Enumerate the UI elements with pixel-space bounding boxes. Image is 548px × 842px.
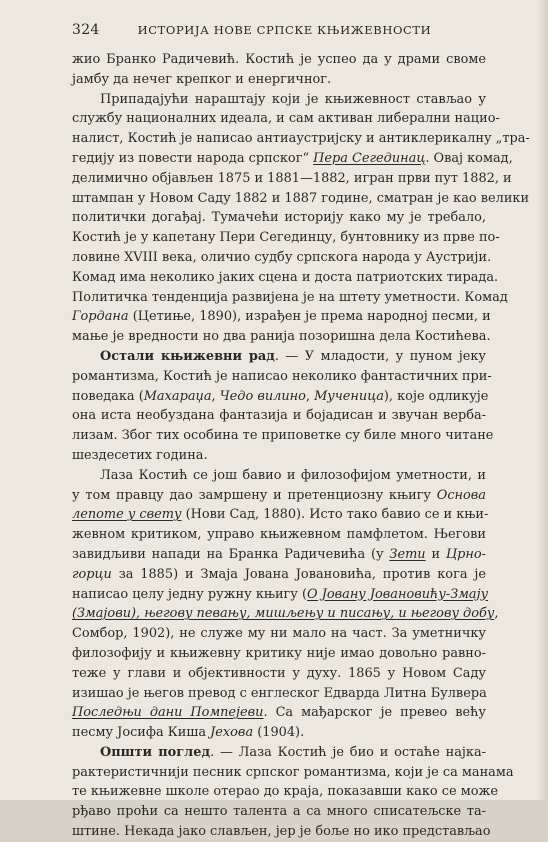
title-crnogorac-cont: горци <box>72 566 112 582</box>
text-line: рђаво проћи са нешто талента а са много списатељске та- <box>72 804 486 820</box>
text-fragment: гедију из повести народа српског“ <box>72 150 314 166</box>
text-line <box>72 387 489 407</box>
text-line <box>72 585 489 605</box>
text-line: лизам. Због тих особина те приповетке су биле много читане <box>72 428 494 444</box>
title-osnova-lepote-cont: лепоте у свету <box>72 507 182 523</box>
title-o-jovanu: О Јовану Јовановићу-Змају <box>307 586 489 602</box>
running-head <box>72 22 486 38</box>
text-fragment: . Са мађарског је превео већу <box>263 705 486 721</box>
text-fragment: ), које одликује <box>383 388 489 404</box>
title-mucenica: Мученица <box>314 388 384 404</box>
text-line: ловине XVIII века, оличио судбу српскога народа у Аустрији. <box>72 249 492 265</box>
text-fragment: у том правцу дао замршену и претенциозну књигу <box>72 487 437 503</box>
text-fragment: написао целу једну ружну књигу ( <box>72 586 308 602</box>
text-line: јамбу да нечег крепког и енергичног. <box>72 71 332 87</box>
text-line: Комад има неколико јаких сцена и доста патриотских тирада. <box>72 269 499 285</box>
paragraph-2 <box>72 90 530 347</box>
text-fragment: (1904). <box>253 725 305 741</box>
text-fragment: и <box>425 546 446 562</box>
text-line: филозофију и књижевну критику није имао довољно равно- <box>72 645 486 661</box>
text-fragment: , <box>211 388 220 404</box>
text-line <box>72 604 499 624</box>
text-fragment: завидљиви напади на Бранка Радичевића (у <box>72 546 390 562</box>
title-pera-segedinac: Пера Сегединац <box>313 150 426 166</box>
text-fragment: поведака ( <box>72 388 144 404</box>
text-line <box>72 307 491 327</box>
text-line <box>72 723 486 743</box>
text-line <box>72 743 486 763</box>
text-line: Лаза Костић се још бавио и филозофијом уметности, и <box>100 467 486 483</box>
title-crnogorac: Црно- <box>445 546 486 562</box>
text-line: мање је вредности но два ранија позоришна дела Костићева. <box>72 329 491 345</box>
text-line <box>72 565 486 585</box>
text-fragment: (Нови Сад, 1880). Исто тако бавио се и књи- <box>181 507 489 523</box>
paragraph-1 <box>72 50 486 90</box>
text-line <box>72 347 486 367</box>
text-line: жевном критиком, управо књижевном памфлетом. Његови <box>72 527 486 543</box>
title-jehova: Јехова <box>210 725 254 741</box>
title-o-jovanu-cont: (Змајови), његову певању, мишљењу и писању, и његову добу <box>72 606 495 622</box>
text-line: романтизма, Костић је написао неколико фантастичних при- <box>72 368 492 384</box>
text-line <box>72 545 486 565</box>
text-line: изишао је његов превод с енглеског Едварда Литна Булвера <box>72 685 487 701</box>
text-fragment: , <box>494 606 499 622</box>
text-line: Припадајући нараштају који је књижевност стављао у <box>100 91 486 107</box>
section-heading-general-view: Општи поглед <box>100 744 211 760</box>
text-line: Сомбор, 1902), не служе му ни мало на част. За уметничку <box>72 626 486 642</box>
text-line: те књижевне школе отерао до краја, показавши како се може <box>72 784 498 800</box>
text-fragment: , <box>305 388 315 404</box>
text-line: она иста необуздана фантазија и бојадисан и звучан верба- <box>72 408 486 424</box>
text-fragment: (Цетиње, 1890), израђен је према народној песми, и <box>128 309 491 325</box>
title-poslednji-dani: Последњи дани Помпејеви <box>72 705 264 721</box>
title-zeta: Зети <box>389 546 426 562</box>
text-line <box>72 149 513 169</box>
text-line: шездесетих година. <box>72 447 208 463</box>
text-line: Политичка тенденција развијена је на штету уметности. Комад <box>72 289 508 305</box>
text-line: делимично објављен 1875 и 1881—1882, игран први пут 1882, и <box>72 170 512 186</box>
text-line: рактеристичнији песник српског романтизма, који је са манама <box>72 764 514 780</box>
text-line <box>72 486 486 506</box>
title-maharadza: Махараџа <box>143 388 212 404</box>
text-fragment: . — У младости, у пуном јеку <box>274 348 486 364</box>
title-osnova-lepote: Основа <box>436 487 486 503</box>
text-line <box>72 703 486 723</box>
text-fragment: . Овај комад, <box>425 150 513 166</box>
text-line: теже у глави и објективности у духу. 1865 у Новом Саду <box>72 665 486 681</box>
text-line: штине. Некада јако слављен, јер је боље но ико представљао <box>72 824 491 840</box>
page-number: 324 <box>72 22 100 38</box>
paragraph-4 <box>72 466 499 743</box>
text-line: политички догађај. Тумачећи историју како му је требало, <box>72 210 486 226</box>
running-head-title: ИСТОРИЈА НОВЕ СРПСКЕ КЊИЖЕВНОСТИ <box>137 23 432 37</box>
text-fragment: . — Лаза Костић је био и остаће најка- <box>210 744 486 760</box>
text-line: Костић је у капетану Пери Сегединцу, бунтовнику из прве по- <box>72 230 500 246</box>
text-line: службу националних идеала, и сам активан либерални нацио- <box>72 111 500 127</box>
section-heading-other-work: Остали књижевни рад <box>100 348 275 364</box>
text-line: штампан у Новом Саду 1882 и 1887 године, сматран је као велики <box>72 190 530 206</box>
title-gordana: Гордана <box>72 309 129 325</box>
title-cedo-vilino: Чедо вилино <box>219 388 306 404</box>
text-line: налист, Костић је написао антиаустријску и антиклерикалну „тра- <box>72 131 530 147</box>
text-line: жио Бранко Радичевић. Костић је успео да у драми своме <box>72 52 486 67</box>
text-line <box>72 505 489 525</box>
text-fragment: песму Јосифа Киша <box>72 725 211 741</box>
text-fragment: за 1885) и Змаја Јована Јовановића, против кога је <box>111 566 486 582</box>
paragraph-5 <box>72 743 514 842</box>
paragraph-3 <box>72 347 494 466</box>
